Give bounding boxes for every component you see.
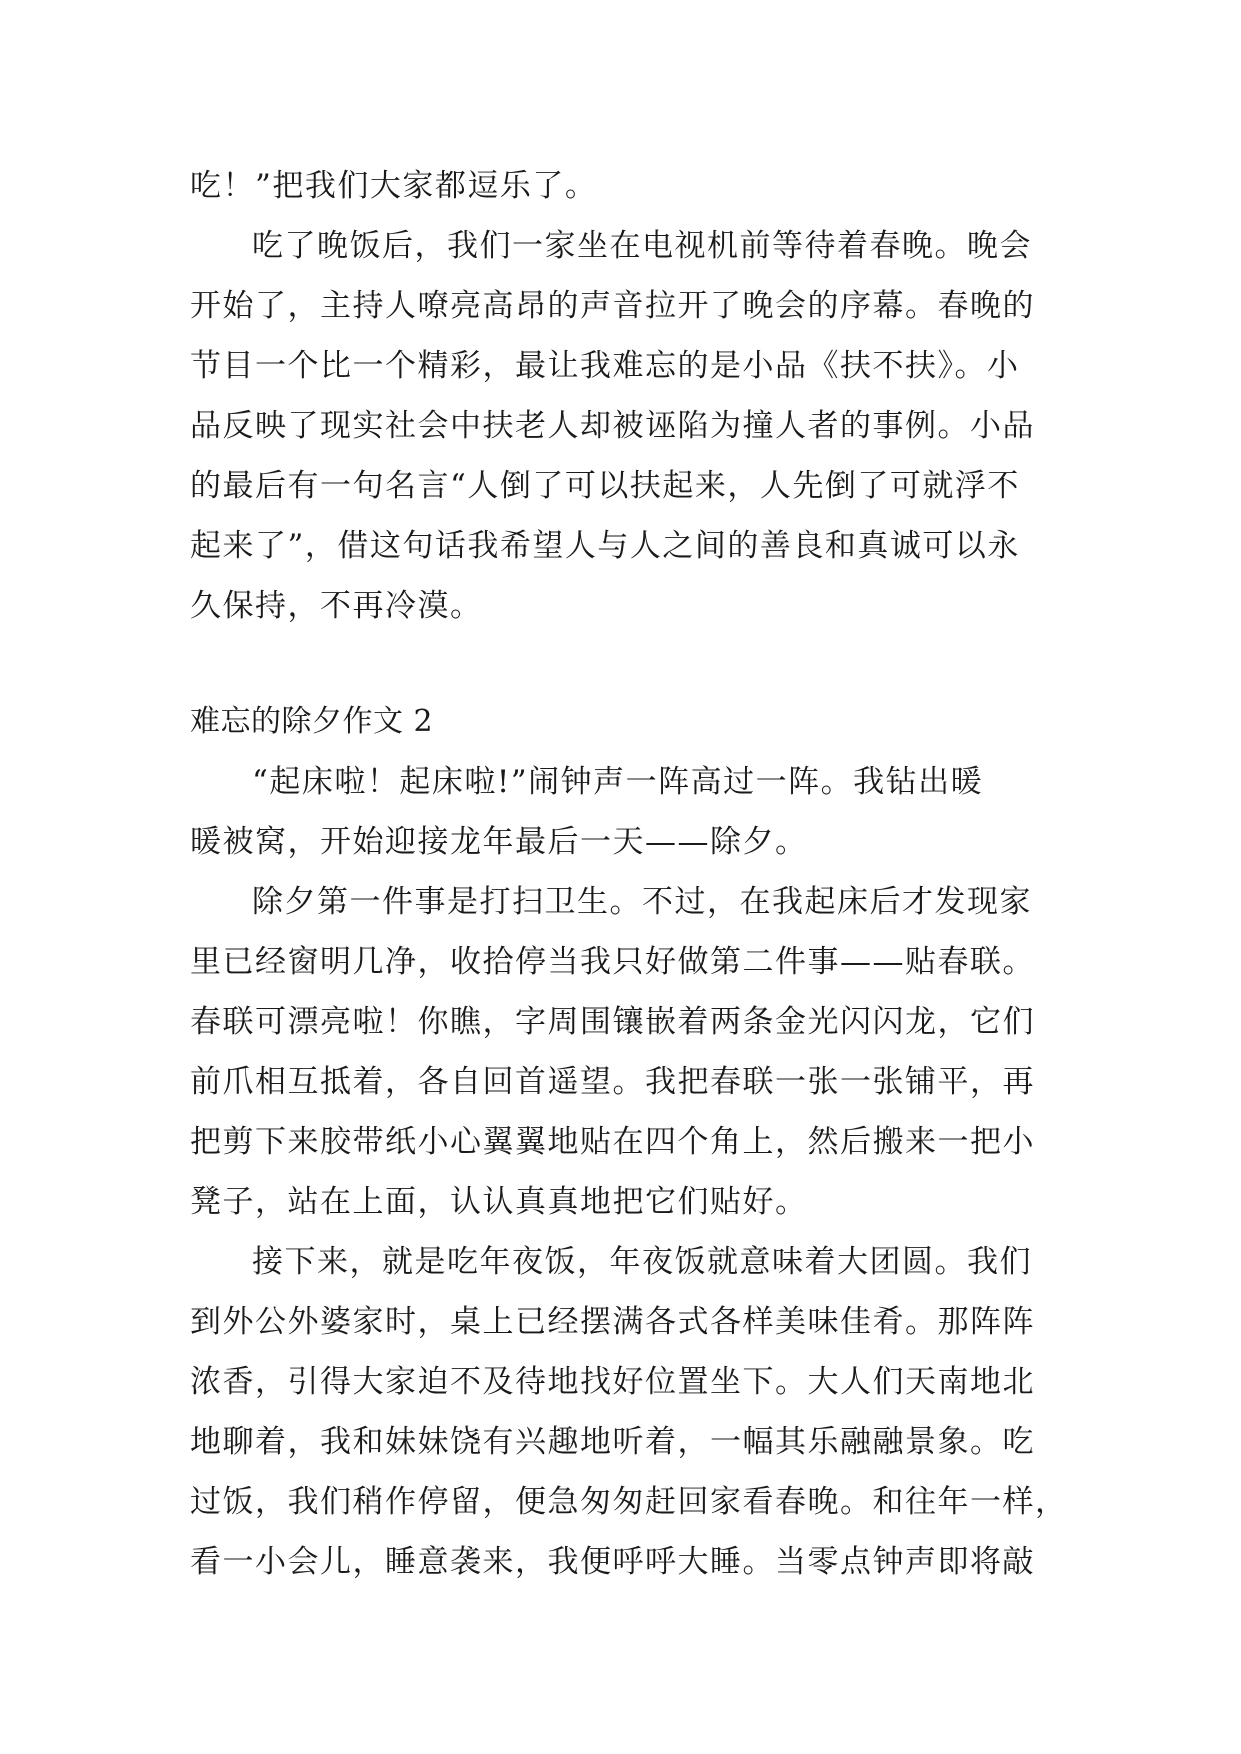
text-line: 的最后有一句名言“人倒了可以扶起来，人先倒了可就浮不 [190, 468, 1020, 504]
text-line: 地聊着，我和妹妹饶有兴趣地听着，一幅其乐融融景象。吃 [190, 1424, 1035, 1460]
text-line: 久保持，不再冷漠。 [190, 588, 483, 624]
text-line: 把剪下来胶带纸小心翼翼地贴在四个角上，然后搬来一把小 [190, 1124, 1035, 1160]
text-line: 开始了，主持人嘹亮高昂的声音拉开了晚会的序幕。春晚的 [190, 288, 1035, 324]
text-line: 看一小会儿，睡意袭来，我便呼呼大睡。当零点钟声即将敲 [190, 1544, 1035, 1580]
paragraph-1 [190, 156, 1052, 216]
paragraph-5 [190, 1232, 1068, 1592]
text-line: 前爪相互抵着，各自回首遥望。我把春联一张一张铺平，再 [190, 1064, 1035, 1100]
paragraph-4 [190, 872, 1052, 1232]
text-line: 吃！”把我们大家都逗乐了。 [190, 168, 598, 204]
text-line: “起床啦！起床啦!”闹钟声一阵高过一阵。我钻出暖 [252, 764, 984, 800]
text-line: 暖被窝，开始迎接龙年最后一天——除夕。 [190, 824, 808, 860]
paragraph-3 [190, 752, 1052, 872]
text-line: 除夕第一件事是打扫卫生。不过，在我起床后才发现家 [252, 884, 1032, 920]
text-line: 吃了晚饭后，我们一家坐在电视机前等待着春晚。晚会 [252, 228, 1032, 264]
text-line: 春联可漂亮啦！你瞧，字周围镶嵌着两条金光闪闪龙，它们 [190, 1004, 1035, 1040]
text-line: 品反映了现实社会中扶老人却被诬陷为撞人者的事例。小品 [190, 408, 1035, 444]
text-line: 接下来，就是吃年夜饭，年夜饭就意味着大团圆。我们 [252, 1244, 1032, 1280]
text-line: 起来了”，借这句话我希望人与人之间的善良和真诚可以永 [190, 528, 1020, 564]
text-line: 凳子，站在上面，认认真真地把它们贴好。 [190, 1184, 808, 1220]
document-page [190, 156, 1068, 1592]
text-line: 到外公外婆家时，桌上已经摆满各式各样美味佳肴。那阵阵 [190, 1304, 1035, 1340]
text-line: 过饭，我们稍作停留，便急匆匆赶回家看春晚。和往年一样， [190, 1484, 1068, 1520]
paragraph-2 [190, 216, 1052, 636]
text-line: 节目一个比一个精彩，最让我难忘的是小品《扶不扶》。小 [190, 348, 1020, 384]
section-heading: 难忘的除夕作文 2 [190, 704, 434, 739]
text-line: 浓香，引得大家迫不及待地找好位置坐下。大人们天南地北 [190, 1364, 1035, 1400]
text-line: 里已经窗明几净，收拾停当我只好做第二件事——贴春联。 [190, 944, 1035, 980]
section-spacer [190, 636, 1052, 692]
